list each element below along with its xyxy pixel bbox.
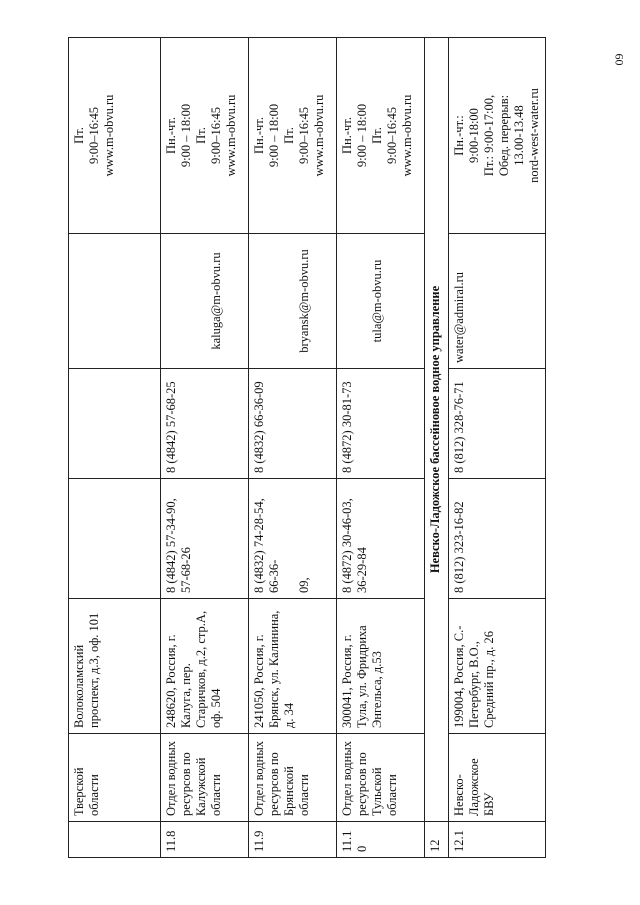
- office-name: Отдел водных ресурсов по Калужской области: [161, 734, 249, 822]
- office-address: 199004, Россия, С.- Петербург, В.О., Средний пр., д. 26: [449, 599, 546, 734]
- table-row: [69, 38, 161, 858]
- office-email: [69, 234, 161, 369]
- office-email: kaluga@m-obvu.ru: [161, 234, 249, 369]
- office-address: 248620, Россия, г. Калуга, пер. Старичков, д.2, стр.А, оф. 504: [161, 599, 249, 734]
- office-address: 300041, Россия, г. Тула, ул. Фридриха Энгельса, д.53: [337, 599, 425, 734]
- office-fax: 8 (4832) 66-36-09: [249, 369, 337, 479]
- office-email: tula@m-obvu.ru: [337, 234, 425, 369]
- office-email: bryansk@m-obvu.ru: [249, 234, 337, 369]
- office-fax: 8 (812) 328-76-71: [449, 369, 546, 479]
- section-title: Невско-Ладожское бассейновое водное управление: [425, 38, 449, 822]
- office-email: water@admiral.ru: [449, 234, 546, 369]
- water-offices-table: [68, 37, 546, 858]
- row-number: 12.1: [449, 822, 546, 858]
- office-hours: Пт. 9:00–16:45 www.m-obvu.ru: [69, 38, 161, 234]
- page-number: 60: [612, 53, 627, 66]
- office-hours: Пн.-чт. 9:00 – 18:00 Пт. 9:00–16:45 www.m-obvu.ru: [161, 38, 249, 234]
- office-phone: 8 (4832) 74-28-54, 66-36- 09,: [249, 479, 337, 599]
- office-hours: Пн.-чт. 9:00 – 18:00 Пт. 9:00–16:45 www.m-obvu.ru: [249, 38, 337, 234]
- row-number: 11.1 0: [337, 822, 425, 858]
- office-name: Тверской области: [69, 734, 161, 822]
- section-number: 12: [425, 822, 449, 858]
- office-hours: Пн.-чт.: 9:00-18:00 Пт.: 9:00-17:00, Обед. перерыв: 13.00-13.48 nord-west-water.ru: [449, 38, 546, 234]
- table-row: [337, 38, 425, 858]
- office-fax: [69, 369, 161, 479]
- row-number: [69, 822, 161, 858]
- section-row: [425, 38, 449, 858]
- office-name: Отдел водных ресурсов по Тульской области: [337, 734, 425, 822]
- office-address: 241050, Россия, г. Брянск, ул. Калинина, д. 34: [249, 599, 337, 734]
- office-name: Невско-Ладожское БВУ: [449, 734, 546, 822]
- office-fax: 8 (4872) 30-81-73: [337, 369, 425, 479]
- office-phone: 8 (812) 323-16-82: [449, 479, 546, 599]
- office-phone: [69, 479, 161, 599]
- row-number: 11.8: [161, 822, 249, 858]
- office-phone: 8 (4842) 57-34-90, 57-68-26: [161, 479, 249, 599]
- rotated-table-wrapper: [68, 38, 541, 858]
- office-hours: Пн.-чт. 9:00 – 18:00 Пт. 9:00–16:45 www.m-obvu.ru: [337, 38, 425, 234]
- office-phone: 8 (4872) 30-46-03, 36-29-84: [337, 479, 425, 599]
- office-address: Волоколамский проспект, д.3, оф. 101: [69, 599, 161, 734]
- office-name: Отдел водных ресурсов по Брянской области: [249, 734, 337, 822]
- row-number: 11.9: [249, 822, 337, 858]
- table-row: [161, 38, 249, 858]
- office-fax: 8 (4842) 57-68-25: [161, 369, 249, 479]
- table-row: [449, 38, 546, 858]
- table-row: [249, 38, 337, 858]
